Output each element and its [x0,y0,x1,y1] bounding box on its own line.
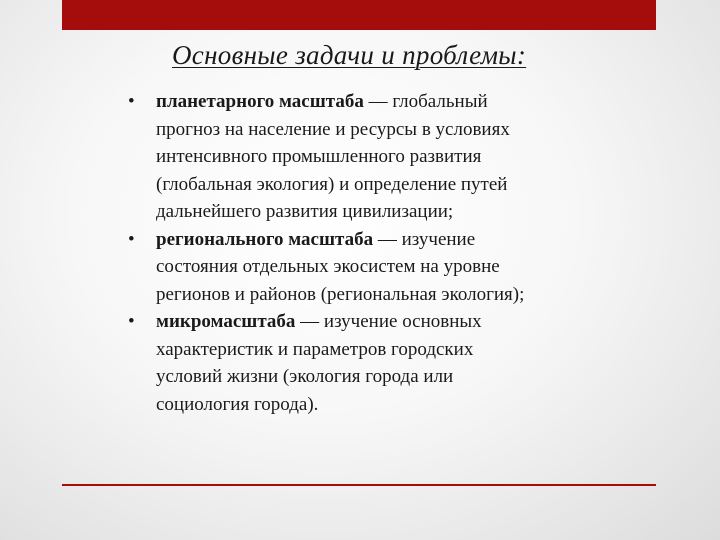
bottom-accent-line [62,484,656,486]
bullet-term: регионального масштаба [156,228,374,250]
bullet-first-line [156,88,608,116]
bullet-text: — изучение основных [295,311,482,332]
bullet-text: регионов и районов (региональная экология); [156,283,525,305]
bullet-text: прогноз на население и ресурсы в условиях [156,118,510,140]
slide-title: Основные задачи и проблемы: [172,40,527,70]
bullet-item-regional [128,226,608,309]
bullet-term: микромасштаба [156,311,296,332]
bullet-marker: • [128,228,135,250]
bullet-term: планетарного масштаба [156,91,364,112]
bullet-text: состояния отдельных экосистем на уровне [156,256,500,277]
bullet-text: характеристик и параметров городских [156,338,474,360]
top-accent-bar [62,0,656,30]
bullet-marker: • [128,91,135,112]
bullet-text: дальнейшего развития цивилизации; [156,201,454,222]
bullet-item-planetary [128,88,608,226]
bullet-text: интенсивного промышленного развития [156,146,482,167]
bullet-first-line [156,308,608,336]
bullet-item-micro [128,308,608,418]
bullet-list [128,88,608,418]
bullet-text: — глобальный [363,91,488,112]
bullet-first-line [156,226,608,254]
bullet-text: социология города). [156,393,319,415]
bullet-text: (глобальная экология) и определение путей [156,173,508,195]
bullet-marker: • [128,311,135,332]
bullet-text: — изучение [373,228,476,250]
bullet-text: условий жизни (экология города или [156,366,454,387]
